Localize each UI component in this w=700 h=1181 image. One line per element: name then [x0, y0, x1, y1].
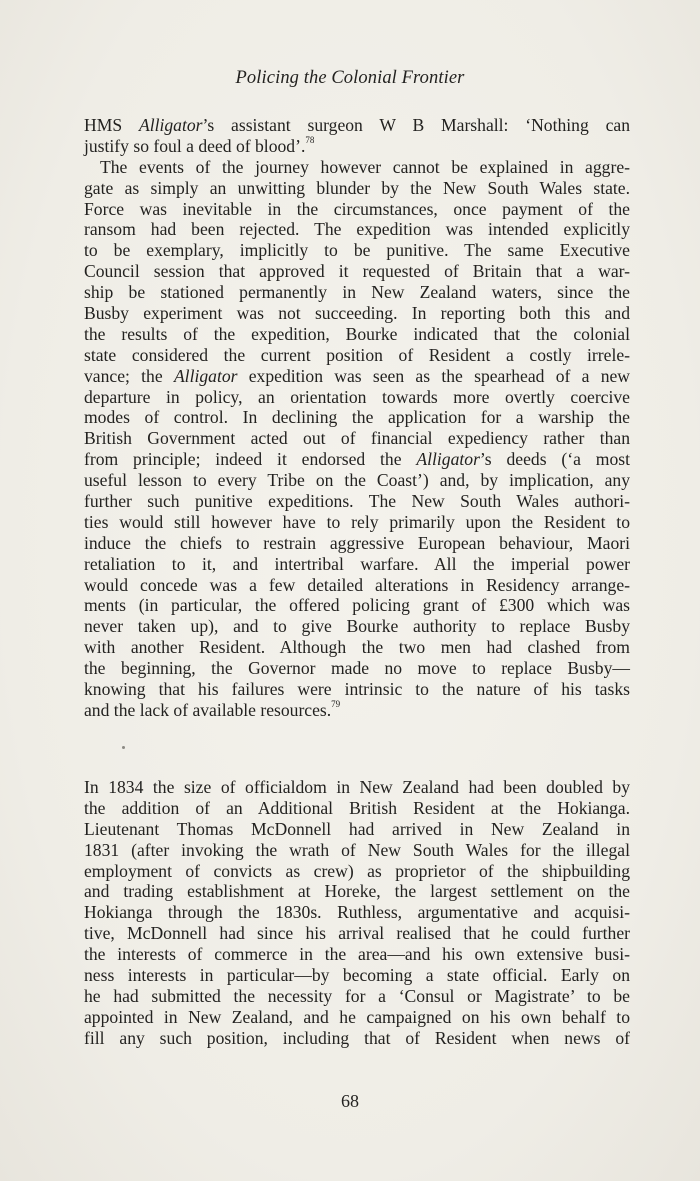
text-line: state considered the current position of Resident a costly irrele- — [84, 344, 630, 365]
text-line: the interests of commerce in the area—and his own extensive busi- — [84, 944, 630, 965]
text-line: ments (in particular, the offered policing grant of £300 which was — [84, 595, 630, 616]
text-line: Force was inevitable in the circumstances, once payment of the — [84, 198, 630, 219]
text-line: further such punitive expeditions. The New South Wales authori- — [84, 491, 630, 512]
text-line: vance; the Alligator expedition was seen as the spearhead of a new — [84, 365, 631, 386]
text-line: Busby experiment was not succeeding. In reporting both this and — [84, 303, 630, 324]
text-line: In 1834 the size of officialdom in New Zealand had been doubled by — [84, 777, 630, 797]
body-text-bottom — [84, 777, 630, 1049]
text-line: the results of the expedition, Bourke indicated that the colonial — [84, 323, 630, 344]
text-line: departure in policy, an orientation towards more overtly coercive — [84, 386, 630, 407]
text-line: the addition of an Additional British Resident at the Hokianga. — [84, 797, 630, 818]
text-line: fill any such position, including that of Resident when news of — [84, 1027, 630, 1048]
text-line: ransom had been rejected. The expedition was intended explicitly — [84, 219, 630, 240]
text-line: ties would still however have to rely primarily upon the Resident to — [84, 511, 630, 532]
text-line: Lieutenant Thomas McDonnell had arrived in New Zealand in — [84, 818, 630, 839]
text-line: would concede was a few detailed alterations in Residency arrange- — [84, 574, 630, 595]
page-number: 68 — [341, 1091, 359, 1111]
text-line: knowing that his failures were intrinsic to the nature of his tasks — [84, 679, 630, 700]
footnote-marker: 79 — [331, 698, 341, 709]
ship-name: Alligator — [138, 115, 203, 135]
text-line: and the lack of available resources.$^{79}$ — [84, 698, 341, 720]
text-line: induce the chiefs to restrain aggressive European behaviour, Maori — [84, 532, 630, 553]
text-line: and trading establishment at Horeke, the largest settlement on the — [84, 881, 630, 902]
text-line: from principle; indeed it endorsed the Alligator’s deeds (‘a most — [84, 449, 630, 470]
text-line: employment of convicts as crew) as proprietor of the shipbuilding — [84, 860, 630, 881]
text-line: Hokianga through the 1830s. Ruthless, argumentative and acquisi- — [84, 902, 630, 923]
text-line: HMS Alligator’s assistant surgeon W B Marshall: ‘Nothing can — [84, 115, 630, 135]
text-line: 1831 (after invoking the wrath of New South Wales for the illegal — [84, 839, 630, 860]
text-line: never taken up), and to give Bourke authority to replace Busby — [84, 616, 630, 637]
text-line: Council session that approved it requested of Britain that a war- — [84, 261, 630, 282]
running-head: Policing the Colonial Frontier — [235, 68, 465, 88]
text-line: British Government acted out of financial expediency rather than — [84, 428, 630, 449]
text-line: The events of the journey however cannot be explained in aggre- — [100, 156, 630, 177]
text-line: ship be stationed permanently in New Zealand waters, since the — [84, 282, 630, 303]
text-line: with another Resident. Although the two men had clashed from — [84, 637, 630, 658]
text-line: justify so foul a deed of blood’.$^{78}$ — [84, 134, 315, 156]
text-line: tive, McDonnell had since his arrival realised that he could further — [84, 923, 630, 944]
text-line: ness interests in particular—by becoming a state official. Early on — [84, 965, 630, 986]
footnote-marker: 78 — [305, 134, 315, 145]
ship-name: Alligator — [173, 365, 238, 386]
text-line: the beginning, the Governor made no move to replace Busby— — [84, 658, 630, 679]
text-line: retaliation to it, and intertribal warfare. All the imperial power — [84, 553, 630, 574]
text-line: he had submitted the necessity for a ‘Consul or Magistrate’ to be — [84, 985, 630, 1006]
text-line: to be exemplary, implicitly to be punitive. The same Executive — [84, 240, 630, 261]
text-line: gate as simply an unwitting blunder by the New South Wales state. — [84, 177, 630, 198]
paper-speck — [122, 746, 125, 749]
text-line: appointed in New Zealand, and he campaigned on his own behalf to — [84, 1006, 630, 1027]
ship-name: Alligator — [416, 449, 480, 470]
text-line: modes of control. In declining the application for a warship the — [84, 407, 630, 428]
body-text-top — [84, 115, 630, 721]
text-line: useful lesson to every Tribe on the Coast’) and, by implication, any — [84, 470, 630, 491]
